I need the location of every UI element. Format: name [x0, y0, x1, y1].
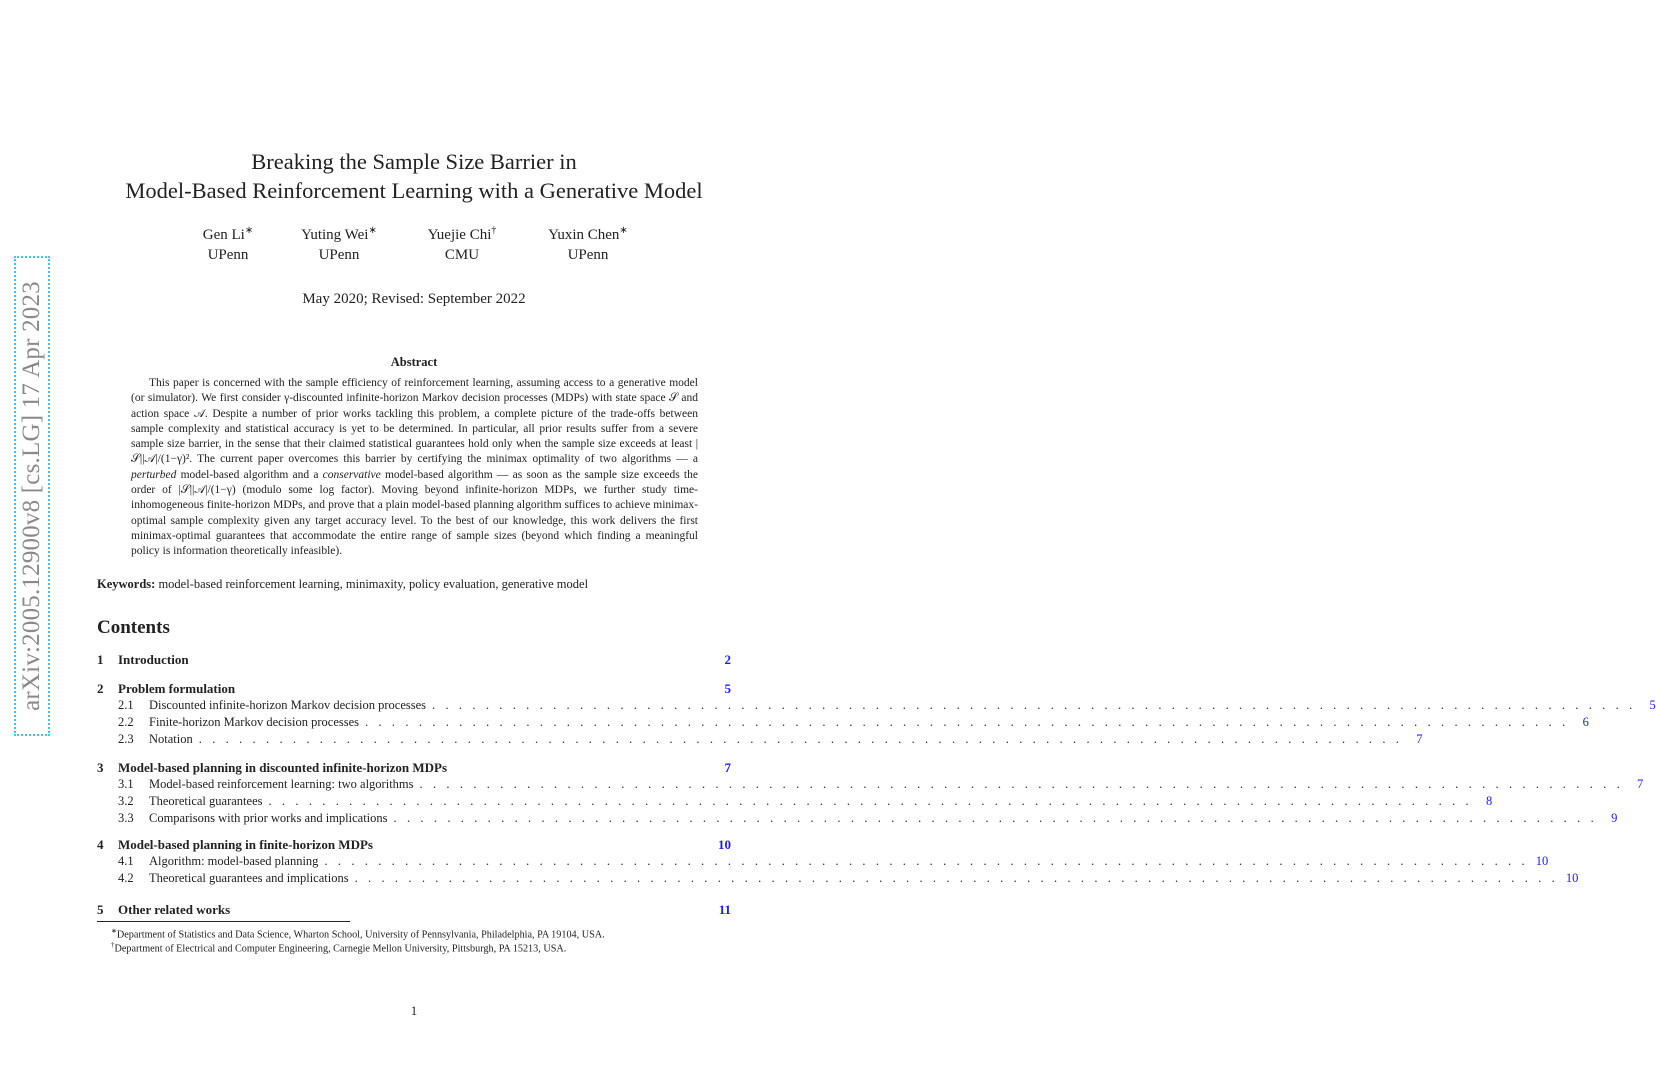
- toc-page-link[interactable]: 11: [718, 902, 731, 917]
- author-affiliation: UPenn: [318, 247, 360, 263]
- author-affiliation: UPenn: [207, 247, 249, 263]
- author-block: [301, 221, 377, 265]
- toc-section-number: 5: [97, 902, 104, 917]
- toc-subsection-title: Algorithm: model-based planning: [149, 854, 319, 868]
- toc-page-link[interactable]: 7: [1637, 777, 1644, 791]
- footnote-mark: ∗: [111, 927, 117, 935]
- author-mark: ∗: [368, 225, 377, 236]
- toc-leader-dots: . . . . . . . . . . . . . . . . . . . . . . . . . . . . . . . . . . . . . . . . . . . . . . . . . . . . . . . . . . . . . . . . . . . . . . . . . . . . . . . . . . . . . . . . . .: [268, 794, 1473, 809]
- toc-page-link[interactable]: 10: [1565, 871, 1579, 886]
- toc-page-link[interactable]: 6: [1582, 715, 1589, 730]
- toc-subsection[interactable]: [97, 794, 1493, 809]
- contents-heading: Contents: [97, 617, 170, 638]
- toc-subsection[interactable]: [97, 715, 1589, 730]
- toc-leader-dots: . . . . . . . . . . . . . . . . . . . . . . . . . . . . . . . . . . . . . . . . . . . . . . . . . . . . . . . . . . . . . . . . . . . . . . . . . . . . . . . . . . . . . . . . . .: [324, 854, 1529, 868]
- toc-subsection-title: Notation: [149, 732, 193, 747]
- author-block: [428, 221, 497, 265]
- footnote-text: Department of Statistics and Data Science, Wharton School, University of Pennsylvania, Philadelphia, PA 19104, USA.: [116, 929, 605, 941]
- toc-section-number: 4: [97, 837, 104, 852]
- paper-date: May 2020; Revised: September 2022: [302, 291, 526, 307]
- toc-subsection-number: 2.2: [118, 715, 134, 730]
- toc-section-title: Problem formulation: [118, 681, 236, 696]
- toc-subsection-number: 3.1: [118, 777, 134, 791]
- author-block: [548, 221, 628, 265]
- toc-subsection-title: Theoretical guarantees: [149, 794, 263, 809]
- toc-section-number: 3: [97, 760, 104, 775]
- toc-page-link[interactable]: 8: [1486, 794, 1493, 809]
- toc-section-title: Other related works: [118, 902, 231, 917]
- page-number: 1: [410, 1003, 418, 1018]
- author-name: Gen Li: [202, 227, 245, 243]
- toc-section[interactable]: [97, 652, 731, 668]
- toc-subsection-number: 3.3: [118, 811, 134, 826]
- toc-section[interactable]: [97, 837, 731, 853]
- footnote: [111, 938, 731, 956]
- toc-section[interactable]: [97, 681, 731, 697]
- footnote-text: Department of Electrical and Computer Engineering, Carnegie Mellon University, Pittsburgh, PA 15213, USA.: [114, 943, 567, 955]
- abstract-part: model-based algorithm — as soon as the sample size exceeds the order of |𝒮||𝒜|/(1−γ) (modulo some log factor). Moving beyond infinite-horizon MDPs, we further study time-inhomogeneous finite-horizon MDPs, and prove that a plain model-based planning algorithm suffices to achieve minimax-optimal sample complexity given any target accuracy level. To the best of our knowledge, this work delivers the first minimax-optimal guarantees that accommodate the entire range of sample sizes (beyond which finding a meaningful policy is information theoretically infeasible).: [131, 468, 698, 558]
- toc-leader-dots: . . . . . . . . . . . . . . . . . . . . . . . . . . . . . . . . . . . . . . . . . . . . . . . . . . . . . . . . . . . . . . . . . . . . . . . . . . . . . . . . . . . . . . . . . .: [365, 715, 1569, 730]
- toc-subsection-title: Comparisons with prior works and implications: [149, 811, 388, 826]
- toc-section[interactable]: [97, 902, 731, 918]
- title-line-2: Model-Based Reinforcement Learning with a Generative Model: [125, 178, 703, 203]
- toc-section-number: 2: [97, 681, 104, 696]
- arxiv-stamp: [14, 256, 50, 736]
- title-line-1: Breaking the Sample Size Barrier in: [251, 149, 577, 174]
- abstract-text: [131, 376, 698, 560]
- toc-page-link[interactable]: 10: [1535, 854, 1549, 868]
- abstract-part: This paper is concerned with the sample efficiency of reinforcement learning, assuming access to a generative model (or simulator). We first consider γ-discounted infinite-horizon Markov decision processes (MDPs) with state space 𝒮 and action space 𝒜. Despite a number of prior works tackling this problem, a complete picture of the trade-offs between sample complexity and statistical accuracy is yet to be determined. In particular, all prior results suffer from a severe sample size barrier, in the sense that their claimed statistical guarantees hold only when the sample size exceeds at least |𝒮||𝒜|/(1−γ)². The current paper overcomes this barrier by certifying the minimax optimality of two algorithms — a: [131, 377, 698, 466]
- toc-subsection-number: 4.2: [118, 871, 134, 886]
- abstract-part: model-based algorithm and a: [176, 468, 323, 481]
- toc-subsection[interactable]: [97, 698, 1656, 713]
- toc-section-number: 1: [97, 652, 104, 667]
- author-mark: ∗: [619, 225, 628, 236]
- toc-subsection-title: Discounted infinite-horizon Markov decision processes: [149, 698, 427, 712]
- toc-page-link[interactable]: 5: [1649, 698, 1656, 712]
- toc-section-title: Model-based planning in discounted infinite-horizon MDPs: [118, 760, 448, 775]
- toc-page-link[interactable]: 9: [1611, 811, 1618, 826]
- toc-leader-dots: . . . . . . . . . . . . . . . . . . . . . . . . . . . . . . . . . . . . . . . . . . . . . . . . . . . . . . . . . . . . . . . . . . . . . . . . . . . . . . . . . . . . . . . . . .: [354, 871, 1559, 886]
- toc-subsection[interactable]: [97, 871, 1579, 886]
- keywords-text: model-based reinforcement learning, minimaxity, policy evaluation, generative model: [158, 577, 589, 591]
- toc-leader-dots: . . . . . . . . . . . . . . . . . . . . . . . . . . . . . . . . . . . . . . . . . . . . . . . . . . . . . . . . . . . . . . . . . . . . . . . . . . . . . . . . . . . . . . . . . .: [198, 732, 1403, 747]
- toc-page-link[interactable]: 5: [724, 681, 731, 696]
- toc-section-title: Model-based planning in finite-horizon MDPs: [118, 837, 373, 852]
- paper-title: [80, 147, 748, 205]
- toc-subsection-number: 2.1: [118, 698, 134, 712]
- toc-section[interactable]: [97, 760, 731, 776]
- abstract-emphasis: perturbed: [131, 468, 177, 481]
- toc-leader-dots: . . . . . . . . . . . . . . . . . . . . . . . . . . . . . . . . . . . . . . . . . . . . . . . . . . . . . . . . . . . . . . . . . . . . . . . . . . . . . . . . . . . . . . . . . .: [432, 698, 1636, 712]
- author-mark: †: [491, 225, 497, 236]
- toc-section-title: Introduction: [118, 652, 189, 667]
- author-name: Yuting Wei: [301, 227, 369, 243]
- keywords: [97, 577, 737, 592]
- toc-leader-dots: . . . . . . . . . . . . . . . . . . . . . . . . . . . . . . . . . . . . . . . . . . . . . . . . . . . . . . . . . . . . . . . . . . . . . . . . . . . . . . . . . . . . . . . . . .: [393, 811, 1598, 826]
- abstract-emphasis: conservative: [322, 468, 381, 481]
- toc-subsection[interactable]: [97, 811, 1618, 826]
- toc-subsection-title: Model-based reinforcement learning: two algorithms: [149, 777, 414, 791]
- toc-subsection[interactable]: [97, 777, 1644, 792]
- toc-subsection-number: 3.2: [118, 794, 134, 809]
- toc-subsection-number: 4.1: [118, 854, 134, 868]
- author-affiliation: CMU: [444, 247, 480, 263]
- author-name: Yuejie Chi: [427, 227, 492, 243]
- author-mark: ∗: [244, 225, 254, 236]
- author-name: Yuxin Chen: [548, 227, 620, 243]
- arxiv-id: arXiv:2005.12900v8 [cs.LG] 17 Apr 2023: [18, 281, 45, 711]
- toc-page-link[interactable]: 7: [724, 760, 731, 775]
- author-block: [203, 221, 253, 265]
- toc-page-link[interactable]: 7: [1416, 732, 1423, 747]
- footnote-rule: [97, 921, 350, 922]
- toc-subsection-title: Finite-horizon Markov decision processes: [149, 715, 360, 730]
- toc-subsection[interactable]: [97, 854, 1549, 869]
- toc-leader-dots: . . . . . . . . . . . . . . . . . . . . . . . . . . . . . . . . . . . . . . . . . . . . . . . . . . . . . . . . . . . . . . . . . . . . . . . . . . . . . . . . . . . . . . . . . .: [419, 777, 1624, 791]
- toc-page-link[interactable]: 10: [718, 837, 731, 852]
- toc-page-link[interactable]: 2: [724, 652, 731, 667]
- abstract-heading: Abstract: [390, 355, 438, 369]
- author-affiliation: UPenn: [567, 247, 609, 263]
- toc-subsection-number: 2.3: [118, 732, 134, 747]
- toc-subsection[interactable]: [97, 732, 1423, 747]
- toc-subsection-title: Theoretical guarantees and implications: [149, 871, 349, 886]
- footnote-mark: †: [111, 941, 115, 949]
- keywords-label: Keywords:: [97, 577, 156, 591]
